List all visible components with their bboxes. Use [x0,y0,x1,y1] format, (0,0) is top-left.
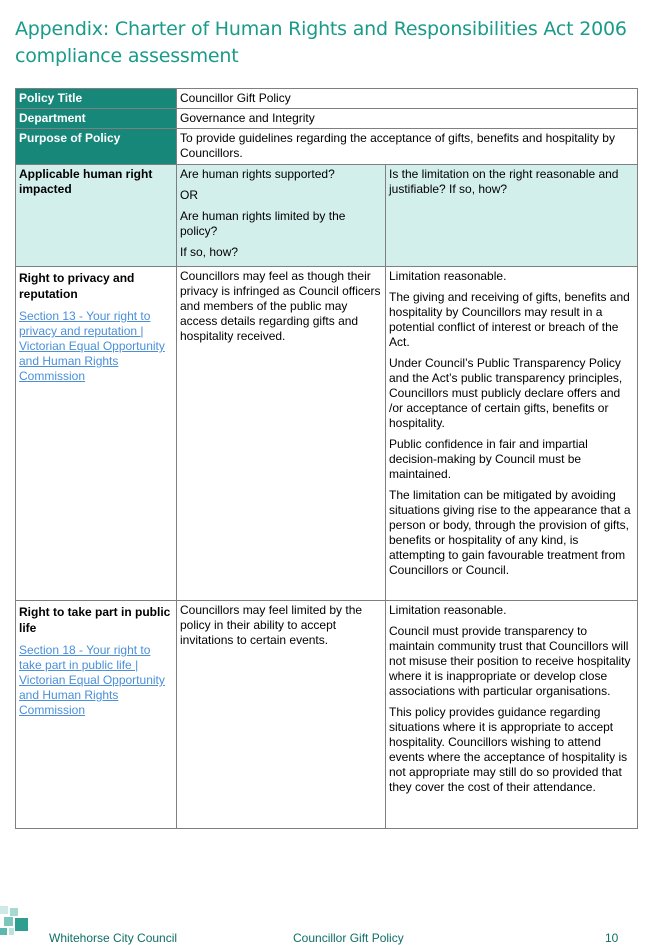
policy-title-label: Policy Title [16,89,177,109]
question-text: Are human rights supported? [180,167,335,181]
justification-paragraph: This policy provides guidance regarding situations where it is appropriate to accept hospitality. Councillors wishing to attend events where the acceptance of hospitality is not appropriate may still do so provided that they cover the cost of their attendance. [389,705,628,794]
human-right-header: Applicable human right impacted [16,165,177,267]
question-row [16,165,638,267]
policy-title-value: Councillor Gift Policy [177,89,638,109]
justification-paragraph: The giving and receiving of gifts, benefits and hospitality by Councillors may result in a potential conflict of interest or breach of the Act. [389,290,630,349]
council-logo-squares-icon [0,906,30,936]
justification-paragraph: Council must provide transparency to maintain community trust that Councillors will not misuse their position to receive hospitality where it is inappropriate or develop close associations with particular organisations. [389,624,631,698]
purpose-row [16,129,638,165]
impact-cell: Councillors may feel as though their privacy is infringed as Council officers and members of the public may access details regarding gifts and hospitality received. [177,267,386,601]
purpose-value: To provide guidelines regarding the acceptance of gifts, benefits and hospitality by Councillors. [177,129,638,165]
justification-paragraph: Public confidence in fair and impartial decision-making by Council must be maintained. [389,437,588,481]
justification-cell [386,601,638,829]
supported-question-cell [177,165,386,267]
department-value: Governance and Integrity [177,109,638,129]
footer-page-number: 10 [605,931,619,945]
question-text: If so, how? [180,245,239,259]
justification-paragraph: Under Council’s Public Transparency Policy and the Act’s public transparency principles, Councillors must publicly declare offers and /or acceptance of certain gifts, benefits or hospitality. [389,356,623,430]
question-text: Are human rights limited by the policy? [180,209,346,238]
question-text: Is the limitation on the right reasonable and justifiable? If so, how? [389,167,619,196]
purpose-label: Purpose of Policy [16,129,177,165]
footer-document-title: Councillor Gift Policy [293,931,404,945]
justification-cell [386,267,638,601]
justification-paragraph: Limitation reasonable. [389,269,507,283]
right-privacy-row [16,267,638,601]
right-name: Right to privacy and reputation [19,271,135,301]
footer-organisation: Whitehorse City Council [49,931,178,945]
charter-section-link[interactable]: Section 13 - Your right to privacy and reputation | Victorian Equal Opportunity and Human Rights Commission [19,309,165,383]
justification-paragraph: Limitation reasonable. [389,603,507,617]
right-public-life-row [16,601,638,829]
right-cell [16,267,177,601]
compliance-table [15,88,638,829]
page-footer [0,898,652,945]
right-cell [16,601,177,829]
impact-cell: Councillors may feel limited by the policy in their ability to accept invitations to certain events. [177,601,386,829]
justification-paragraph: The limitation can be mitigated by avoiding situations giving rise to the appearance that a person or body, through the provision of gifts, benefits or hospitality of any kind, is attempting to gain favourable treatment from Councillors or Council. [389,488,631,577]
department-row [16,109,638,129]
department-label: Department [16,109,177,129]
charter-section-link[interactable]: Section 18 - Your right to take part in public life | Victorian Equal Opportunity and Human Rights Commission [19,643,165,717]
question-text: OR [180,188,198,202]
policy-title-row [16,89,638,109]
page-title: Appendix: Charter of Human Rights and Responsibilities Act 2006 compliance assessment [15,18,627,67]
reasonable-question-cell [386,165,638,267]
right-name: Right to take part in public life [19,605,171,635]
